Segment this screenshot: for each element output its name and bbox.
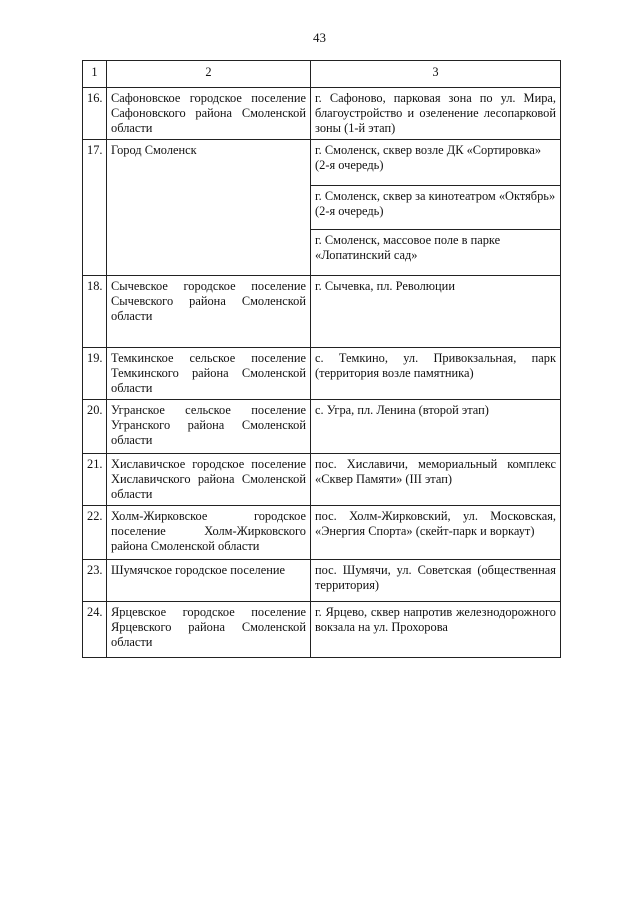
table-row xyxy=(83,506,561,560)
settlement-cell: Город Смоленск xyxy=(107,140,311,276)
settlement-cell: Шумячское городское поселение xyxy=(107,560,311,602)
site-cell: с. Темкино, ул. Привокзальная, парк (территория возле памятника) xyxy=(311,348,561,400)
site-cell: с. Угра, пл. Ленина (второй этап) xyxy=(311,400,561,454)
site-cell: г. Смоленск, сквер за кинотеатром «Октябрь» (2-я очередь) xyxy=(311,186,561,230)
row-number: 22. xyxy=(83,506,107,560)
table-row xyxy=(83,602,561,658)
row-number: 24. xyxy=(83,602,107,658)
table-row xyxy=(83,400,561,454)
site-cell: г. Смоленск, массовое поле в парке «Лопатинский сад» xyxy=(311,230,561,276)
table-row xyxy=(83,348,561,400)
header-cell-1: 1 xyxy=(83,61,107,88)
row-number: 16. xyxy=(83,88,107,140)
table-row xyxy=(83,88,561,140)
table-row xyxy=(83,140,561,186)
settlement-cell: Сафоновское городское поселение Сафоновского района Смоленской области xyxy=(107,88,311,140)
settlement-cell: Угранское сельское поселение Угранского района Смоленской области xyxy=(107,400,311,454)
settlement-cell: Ярцевское городское поселение Ярцевского района Смоленской области xyxy=(107,602,311,658)
header-cell-2: 2 xyxy=(107,61,311,88)
site-cell: пос. Холм-Жирковский, ул. Московская, «Энергия Спорта» (скейт-парк и воркаут) xyxy=(311,506,561,560)
settlement-cell: Хиславичское городское поселение Хиславичского района Смоленской области xyxy=(107,454,311,506)
site-cell: г. Ярцево, сквер напротив железнодорожного вокзала на ул. Прохорова xyxy=(311,602,561,658)
site-cell: пос. Шумячи, ул. Советская (общественная территория) xyxy=(311,560,561,602)
table-row xyxy=(83,276,561,348)
settlements-table xyxy=(82,60,561,658)
row-number: 17. xyxy=(83,140,107,276)
table-header-row xyxy=(83,61,561,88)
settlement-cell: Холм-Жирковское городское поселение Холм-Жирковского района Смоленской области xyxy=(107,506,311,560)
row-number: 20. xyxy=(83,400,107,454)
row-number: 21. xyxy=(83,454,107,506)
site-cell: г. Сычевка, пл. Революции xyxy=(311,276,561,348)
page-number: 43 xyxy=(313,30,326,45)
row-number: 19. xyxy=(83,348,107,400)
site-cell: пос. Хиславичи, мемориальный комплекс «Сквер Памяти» (III этап) xyxy=(311,454,561,506)
table-row xyxy=(83,454,561,506)
site-cell: г. Сафоново, парковая зона по ул. Мира, благоустройство и озеленение лесопарковой зоны (1-й этап) xyxy=(311,88,561,140)
header-cell-3: 3 xyxy=(311,61,561,88)
row-number: 23. xyxy=(83,560,107,602)
settlement-cell: Сычевское городское поселение Сычевского района Смоленской области xyxy=(107,276,311,348)
table-row xyxy=(83,560,561,602)
settlement-cell: Темкинское сельское поселение Темкинского района Смоленской области xyxy=(107,348,311,400)
row-number: 18. xyxy=(83,276,107,348)
site-cell: г. Смоленск, сквер возле ДК «Сортировка» (2-я очередь) xyxy=(311,140,561,186)
